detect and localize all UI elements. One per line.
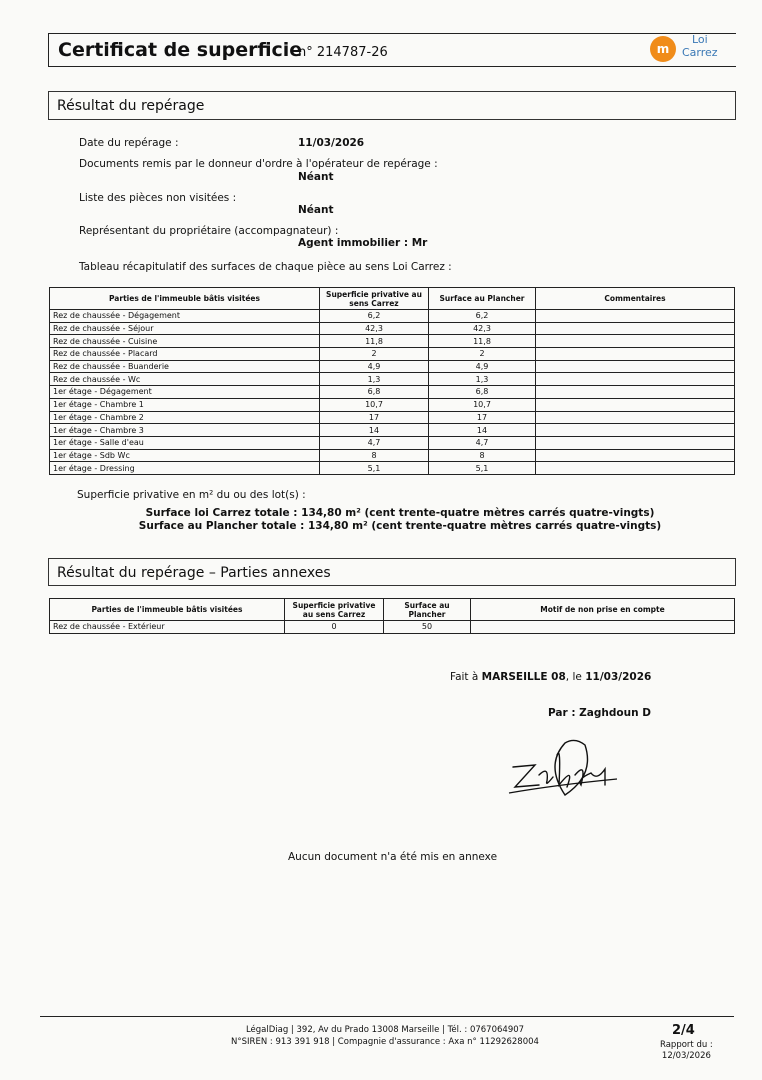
table-row <box>50 411 735 424</box>
cell-plancher: 42,3 <box>429 322 536 335</box>
document-title: Certificat de superficie <box>58 39 303 61</box>
cell-carrez: 8 <box>320 449 429 462</box>
cell-part: 1er étage - Chambre 1 <box>50 398 320 411</box>
cell-comment <box>536 322 735 335</box>
total-plancher: Surface au Plancher totale : 134,80 m² (cent trente-quatre mètres carrés quatre-vingts) <box>138 520 662 532</box>
table-row <box>50 360 735 373</box>
cell-part: 1er étage - Chambre 2 <box>50 411 320 424</box>
footer-line2: N°SIREN : 913 391 918 | Compagnie d'assurance : Axa n° 11292628004 <box>231 1037 539 1047</box>
col-header-plancher: Surface au Plancher <box>429 288 536 310</box>
table-row <box>50 462 735 475</box>
cell-carrez: 11,8 <box>320 335 429 348</box>
col-header-comments: Commentaires <box>536 288 735 310</box>
cell-comment <box>536 411 735 424</box>
cell-part: Rez de chaussée - Dégagement <box>50 310 320 323</box>
table-row <box>50 348 735 361</box>
table-row <box>50 398 735 411</box>
cell-comment <box>536 436 735 449</box>
page-number: 2/4 <box>672 1023 695 1038</box>
certificate-number: n° 214787-26 <box>298 45 388 60</box>
cell-plancher: 4,9 <box>429 360 536 373</box>
cell-carrez: 0 <box>285 621 384 634</box>
col-header-carrez: Superficie privative au sens Carrez <box>320 288 429 310</box>
cell-comment <box>536 360 735 373</box>
cell-plancher: 6,8 <box>429 386 536 399</box>
cell-carrez: 14 <box>320 424 429 437</box>
date-prefix: , le <box>565 671 582 683</box>
col-header-plancher: Surface au Plancher <box>384 599 471 621</box>
table-row <box>50 436 735 449</box>
nonvisited-label: Liste des pièces non visitées : <box>79 192 237 204</box>
total-carrez: Surface loi Carrez totale : 134,80 m² (cent trente-quatre mètres carrés quatre-vingts) <box>145 507 655 519</box>
cell-comment <box>536 335 735 348</box>
cell-plancher: 50 <box>384 621 471 634</box>
cell-carrez: 6,8 <box>320 386 429 399</box>
cell-plancher: 11,8 <box>429 335 536 348</box>
made-at-line <box>450 671 651 683</box>
cell-part: 1er étage - Salle d'eau <box>50 436 320 449</box>
cell-part: Rez de chaussée - Buanderie <box>50 360 320 373</box>
table-row <box>50 310 735 323</box>
report-label: Rapport du : <box>660 1040 713 1050</box>
surfaces-table <box>49 287 735 475</box>
representative-label: Représentant du propriétaire (accompagnateur) : <box>79 225 339 237</box>
documents-value: Néant <box>298 171 334 183</box>
report-date-block <box>660 1040 713 1062</box>
date-value: 11/03/2026 <box>298 137 365 149</box>
cell-comment <box>536 373 735 386</box>
loi-carrez-logo-icon: m <box>650 36 676 62</box>
cell-carrez: 42,3 <box>320 322 429 335</box>
made-at-prefix: Fait à <box>450 671 479 683</box>
annexes-table-header <box>50 599 735 621</box>
cell-carrez: 5,1 <box>320 462 429 475</box>
table-intro: Tableau récapitulatif des surfaces de chaque pièce au sens Loi Carrez : <box>79 261 452 273</box>
cell-carrez: 2 <box>320 348 429 361</box>
footer-divider <box>40 1016 734 1017</box>
cell-comment <box>536 398 735 411</box>
col-header-motif: Motif de non prise en compte <box>471 599 735 621</box>
cell-carrez: 17 <box>320 411 429 424</box>
logo-text-line1: Loi <box>692 33 708 46</box>
made-at-city: MARSEILLE 08 <box>481 671 566 683</box>
table-row <box>50 373 735 386</box>
cell-plancher: 2 <box>429 348 536 361</box>
cell-part: 1er étage - Chambre 3 <box>50 424 320 437</box>
cell-comment <box>536 449 735 462</box>
cell-part: Rez de chaussée - Placard <box>50 348 320 361</box>
cell-part: Rez de chaussée - Wc <box>50 373 320 386</box>
annex-note: Aucun document n'a été mis en annexe <box>288 851 498 863</box>
representative-value: Agent immobilier : Mr <box>298 237 428 249</box>
nonvisited-value: Néant <box>298 204 334 216</box>
cell-carrez: 4,9 <box>320 360 429 373</box>
table-row <box>50 449 735 462</box>
cell-plancher: 8 <box>429 449 536 462</box>
col-header-parts: Parties de l'immeuble bâtis visitées <box>50 599 285 621</box>
cell-plancher: 10,7 <box>429 398 536 411</box>
footer-line1: LégalDiag | 392, Av du Prado 13008 Marseille | Tél. : 0767064907 <box>245 1025 525 1035</box>
cell-comment <box>536 424 735 437</box>
cell-comment <box>536 462 735 475</box>
table-row <box>50 335 735 348</box>
signed-by: Par : Zaghdoun D <box>548 707 651 719</box>
cell-plancher: 5,1 <box>429 462 536 475</box>
col-header-parts: Parties de l'immeuble bâtis visitées <box>50 288 320 310</box>
footer <box>150 1024 620 1048</box>
cell-carrez: 4,7 <box>320 436 429 449</box>
cell-carrez: 10,7 <box>320 398 429 411</box>
cell-carrez: 1,3 <box>320 373 429 386</box>
table-row <box>50 424 735 437</box>
logo-text <box>682 33 718 59</box>
handwritten-signature <box>505 735 625 805</box>
cell-motif <box>471 621 735 634</box>
superficie-label: Superficie privative en m² du ou des lot(s) : <box>77 489 306 501</box>
made-at-date: 11/03/2026 <box>585 671 652 683</box>
annexes-table <box>49 598 735 634</box>
surfaces-table-header <box>50 288 735 310</box>
cell-part: 1er étage - Dégagement <box>50 386 320 399</box>
cell-carrez: 6,2 <box>320 310 429 323</box>
cell-comment <box>536 386 735 399</box>
section2-title: Résultat du repérage – Parties annexes <box>57 565 331 581</box>
cell-part: Rez de chaussée - Extérieur <box>50 621 285 634</box>
cell-plancher: 6,2 <box>429 310 536 323</box>
cell-plancher: 1,3 <box>429 373 536 386</box>
table-row <box>50 386 735 399</box>
report-date: 12/03/2026 <box>661 1051 711 1061</box>
documents-label: Documents remis par le donneur d'ordre à l'opérateur de repérage : <box>79 158 438 170</box>
cell-plancher: 4,7 <box>429 436 536 449</box>
cell-part: Rez de chaussée - Séjour <box>50 322 320 335</box>
cell-plancher: 14 <box>429 424 536 437</box>
logo-text-line2: Carrez <box>682 46 718 59</box>
cell-comment <box>536 310 735 323</box>
cell-plancher: 17 <box>429 411 536 424</box>
cell-part: 1er étage - Dressing <box>50 462 320 475</box>
table-row <box>50 322 735 335</box>
cell-comment <box>536 348 735 361</box>
date-label: Date du repérage : <box>79 137 179 149</box>
cell-part: Rez de chaussée - Cuisine <box>50 335 320 348</box>
table-row <box>50 621 735 634</box>
section1-title: Résultat du repérage <box>57 98 205 114</box>
cell-part: 1er étage - Sdb Wc <box>50 449 320 462</box>
col-header-carrez: Superficie privative au sens Carrez <box>285 599 384 621</box>
totals-block <box>100 507 700 533</box>
